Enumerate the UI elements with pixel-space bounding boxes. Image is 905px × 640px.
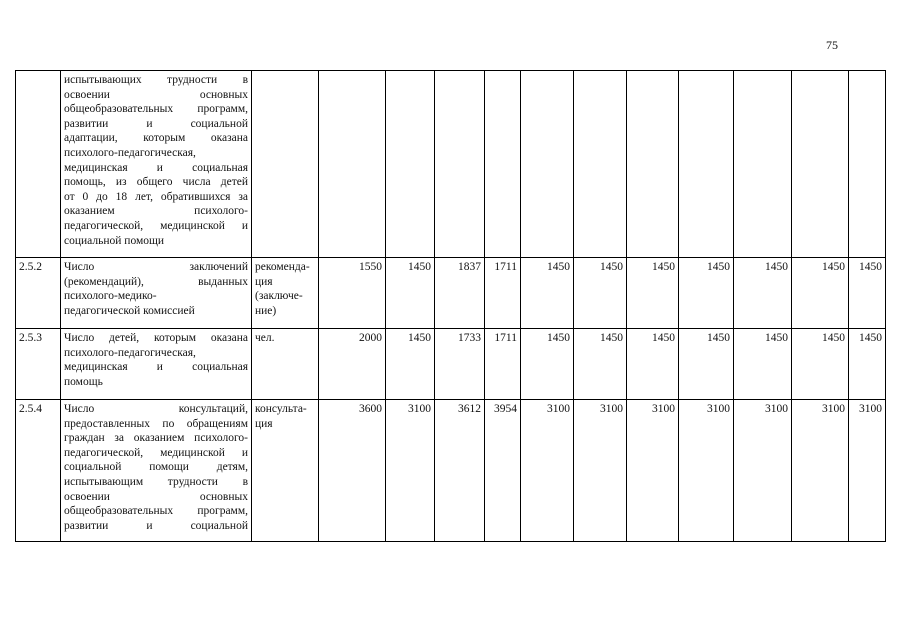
value-cell: 2000 [319,329,386,400]
value-cell: 3100 [627,400,679,542]
value-cell: 1711 [485,329,521,400]
unit-line: консульта- [255,403,307,415]
indicator-name-line: психолого-медико- [64,290,157,303]
value-cell [485,71,521,258]
unit-cell [252,258,319,329]
value-cell: 1837 [435,258,485,329]
table-row [16,329,886,400]
indicators-table [15,70,886,542]
indicator-name-line: от 0 до 18 лет, обратившихся за [64,190,248,203]
row-code: 2.5.3 [16,329,61,400]
value-cell [849,71,886,258]
indicator-name [61,329,252,400]
value-cell [679,71,734,258]
indicator-name-line: социальной помощи детям, [64,461,248,474]
indicator-name-line: оказанием психолого- [64,205,248,218]
indicator-name-line: испытывающих трудности в [64,74,248,86]
value-cell: 3100 [386,400,435,542]
page-number: 75 [826,38,838,52]
indicator-name-line: предоставленных по обращениям [64,417,248,430]
value-cell [435,71,485,258]
value-cell [521,71,574,258]
indicator-name-line: граждан за оказанием психолого- [64,432,248,445]
table-row [16,71,886,258]
indicator-name-line: адаптации, которым оказана [64,132,248,145]
value-cell: 1450 [849,258,886,329]
indicator-name-line: общеобразовательных программ, [64,103,248,116]
value-cell: 1450 [386,329,435,400]
indicator-name-line: Число заключений [64,261,248,273]
row-code [16,71,61,258]
value-cell: 3100 [679,400,734,542]
indicator-name-line: освоении основных [64,490,248,503]
unit-line: ция [255,417,273,430]
value-cell: 1450 [521,258,574,329]
indicator-name-line: помощь, из общего числа детей [64,176,248,189]
indicator-name-line: психолого-педагогическая, [64,346,196,359]
unit-line: ция [255,275,273,288]
value-cell: 1711 [485,258,521,329]
indicator-name-line: (рекомендаций), выданных [64,275,248,288]
value-cell [627,71,679,258]
value-cell: 3954 [485,400,521,542]
indicator-name-line: развитии и социальной [64,117,248,130]
indicator-name-line: помощь [64,375,103,388]
indicator-name [61,258,252,329]
value-cell: 1450 [679,329,734,400]
row-code: 2.5.2 [16,258,61,329]
indicator-name [61,400,252,542]
value-cell: 1450 [521,329,574,400]
table-row [16,258,886,329]
value-cell: 3100 [521,400,574,542]
unit-cell [252,329,319,400]
value-cell: 1450 [627,329,679,400]
indicator-name-line: педагогической комиссией [64,304,195,317]
value-cell [574,71,627,258]
value-cell: 3100 [849,400,886,542]
value-cell: 1450 [792,258,849,329]
row-code: 2.5.4 [16,400,61,542]
indicator-name-line: Число детей, которым оказана [64,332,248,344]
value-cell: 3100 [734,400,792,542]
value-cell [734,71,792,258]
value-cell: 1450 [574,258,627,329]
value-cell [792,71,849,258]
value-cell: 3612 [435,400,485,542]
unit-line: (заключе- [255,290,303,303]
indicator-name-line: испытывающим трудности в [64,475,248,488]
value-cell: 1450 [849,329,886,400]
indicator-name-line: психолого-педагогическая, [64,146,196,159]
value-cell: 1450 [679,258,734,329]
value-cell: 3100 [792,400,849,542]
indicator-name-line: социальной помощи [64,234,165,247]
value-cell: 1450 [386,258,435,329]
unit-cell [252,71,319,258]
indicator-name-line: педагогической, медицинской и [64,219,248,232]
unit-line: ние) [255,304,277,317]
value-cell: 1450 [734,329,792,400]
unit-cell [252,400,319,542]
indicator-name-line: Число консультаций, [64,403,248,415]
value-cell: 1733 [435,329,485,400]
indicator-name-line: медицинская и социальная [64,361,248,374]
value-cell: 1550 [319,258,386,329]
unit-line: чел. [255,332,275,344]
indicator-name-line: общеобразовательных программ, [64,505,248,518]
table-row [16,400,886,542]
value-cell: 3100 [574,400,627,542]
value-cell: 1450 [792,329,849,400]
value-cell: 1450 [734,258,792,329]
value-cell: 1450 [627,258,679,329]
indicator-name-line: педагогической, медицинской и [64,446,248,459]
unit-line: рекоменда- [255,261,310,273]
value-cell: 3600 [319,400,386,542]
indicator-name-line: медицинская и социальная [64,161,248,174]
value-cell [386,71,435,258]
value-cell: 1450 [574,329,627,400]
indicator-name [61,71,252,258]
indicator-name-line: освоении основных [64,88,248,101]
indicator-name-line: развитии и социальной [64,519,248,532]
value-cell [319,71,386,258]
